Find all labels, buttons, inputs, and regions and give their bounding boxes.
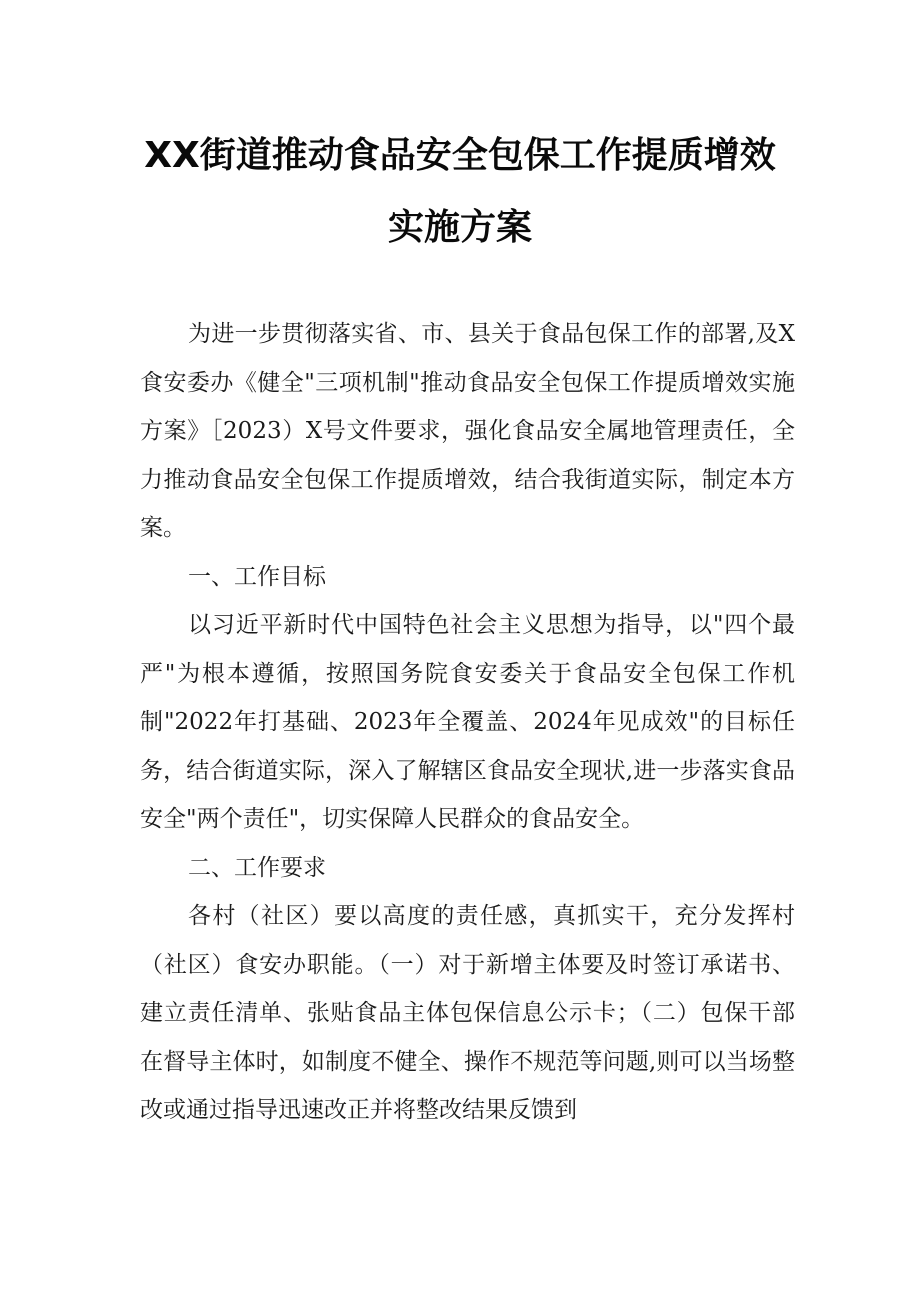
requirements-paragraph: 各村（社区）要以高度的责任感，真抓实干，充分发挥村（社区）食安办职能。（一）对于新增主体要及时签订承诺书、建立责任清单、张贴食品主体包保信息公示卡；（二）包保干部在督导主体时，如制度不健全、操作不规范等问题,则可以当场整改或通过指导迅速改正并将整改结果反馈到 [140, 903, 795, 1123]
goals-paragraph: 以习近平新时代中国特色社会主义思想为指导，以"四个最严"为根本遵循，按照国务院食安委关于食品安全包保工作机制"2022年打基础、2023年全覆盖、2024年见成效"的目标任务，结合街道实际，深入了解辖区食品安全现状,进一步落实食品安全"两个责任"，切实保障人民群众的食品安全。 [140, 612, 795, 832]
document-title-line-2: 实施方案 [387, 207, 532, 248]
document-body [140, 310, 795, 1135]
section-heading-goals: 一、工作目标 [188, 563, 326, 590]
intro-paragraph: 为进一步贯彻落实省、市、县关于食品包保工作的部署,及X食安委办《健全"三项机制"推动食品安全包保工作提质增效实施方案》［2023）X号文件要求，强化食品安全属地管理责任，全力推动食品安全包保工作提质增效，结合我街道实际，制定本方案。 [140, 321, 795, 541]
document-title-line-1: XX街道推动食品安全包保工作提质增效 [144, 135, 776, 176]
section-heading-requirements: 二、工作要求 [188, 854, 326, 881]
